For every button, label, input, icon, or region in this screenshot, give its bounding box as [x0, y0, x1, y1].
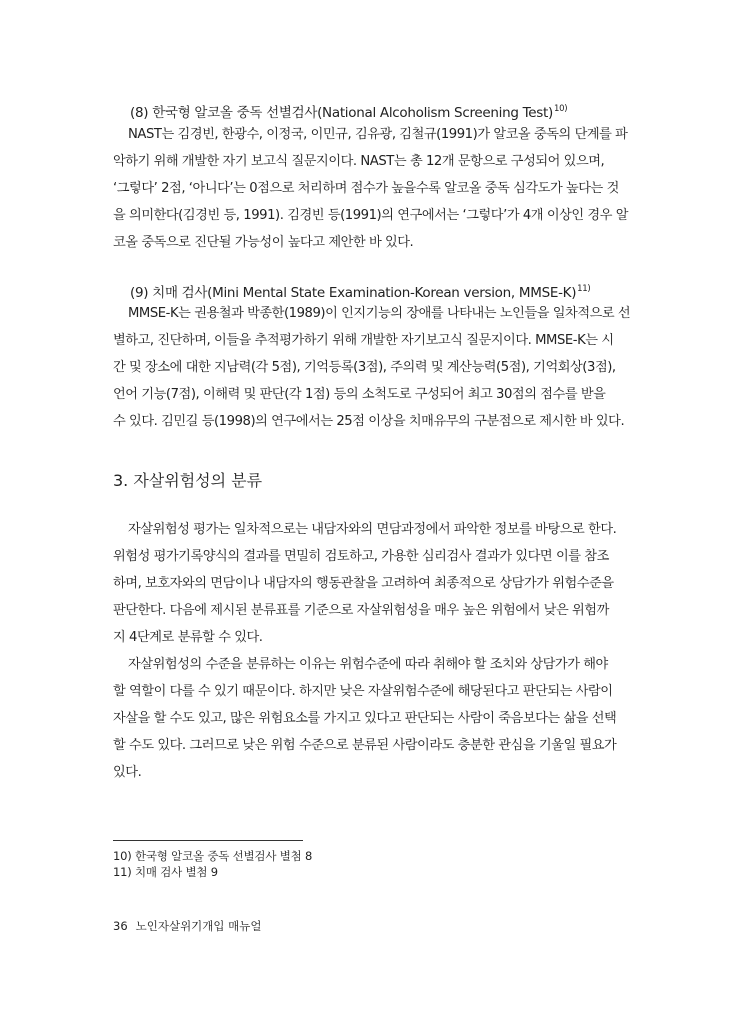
chapter-3-heading: 3. 자살위험성의 분류 — [113, 471, 263, 490]
chapter-3-para1-line: 지 4단계로 분류할 수 있다. — [113, 630, 263, 645]
page-number: 36 — [113, 919, 128, 933]
section-8-line: 악하기 위해 개발한 자기 보고식 질문지이다. NAST는 총 12개 문항으로 구성되어 있으며, — [113, 154, 605, 169]
page-footer — [113, 918, 262, 934]
chapter-3-para1-line: 판단한다. 다음에 제시된 분류표를 기준으로 자살위험성을 매우 높은 위험에서 낮은 위험까 — [113, 603, 609, 618]
chapter-3-para1-line: 하며, 보호자와의 면담이나 내담자의 행동관찰을 고려하여 최종적으로 상담가가 위험수준을 — [113, 576, 614, 591]
footnote-10: 10) 한국형 알코올 중독 선별검사 별첨 8 — [113, 849, 313, 863]
chapter-3-para2-line: 자살을 할 수도 있고, 많은 위험요소를 가지고 있다고 판단되는 사람이 죽음보다는 삶을 선택 — [113, 711, 617, 726]
chapter-3-para1-line: 자살위험성 평가는 일차적으로는 내담자와의 면담과정에서 파악한 정보를 바탕으로 한다. — [128, 522, 617, 537]
chapter-3-para1-line: 위험성 평가기록양식의 결과를 면밀히 검토하고, 가용한 심리검사 결과가 있다면 이를 참조 — [113, 549, 609, 564]
section-8-heading — [130, 99, 650, 123]
chapter-3-para2-line: 할 역할이 다를 수 있기 때문이다. 하지만 낮은 자살위험수준에 해당된다고 판단되는 사람이 — [113, 684, 613, 699]
section-8-heading-text: (8) 한국형 알코올 중독 선별검사(National Alcoholism Screening Test) — [130, 105, 553, 121]
section-9-line: 별하고, 진단하며, 이들을 추적평가하기 위해 개발한 자기보고식 질문지이다. MMSE-K는 시 — [113, 333, 614, 348]
section-9-line: MMSE-K는 권용철과 박종한(1989)이 인지기능의 장애를 나타내는 노인들을 일차적으로 선 — [128, 306, 631, 321]
chapter-3-para2-line: 할 수도 있다. 그러므로 낮은 위험 수준으로 분류된 사람이라도 충분한 관심을 기울일 필요가 — [113, 738, 617, 753]
section-9-line: 수 있다. 김민길 등(1998)의 연구에서는 25점 이상을 치매유무의 구분점으로 제시한 바 있다. — [113, 414, 625, 429]
footer-title: 노인자살위기개입 매뉴얼 — [135, 919, 262, 933]
footnote-divider — [113, 840, 303, 841]
chapter-3-para2-line: 자살위험성의 수준을 분류하는 이유는 위험수준에 따라 취해야 할 조치와 상담가가 해야 — [128, 657, 608, 672]
section-9-line: 간 및 장소에 대한 지남력(각 5점), 기억등록(3점), 주의력 및 계산능력(5점), 기억회상(3점), — [113, 360, 616, 375]
section-9-line: 언어 기능(7점), 이해력 및 판단(각 1점) 등의 소척도로 구성되어 최고 30점의 점수를 받을 — [113, 387, 606, 402]
footnote-ref-11: 11) — [577, 284, 591, 294]
footnote-ref-10: 10) — [554, 104, 568, 114]
chapter-3-para2-line: 있다. — [113, 765, 142, 780]
section-8-line: 을 의미한다(김경빈 등, 1991). 김경빈 등(1991)의 연구에서는 ‘그렇다’가 4개 이상인 경우 알 — [113, 208, 629, 223]
section-8-line: ‘그렇다’ 2점, ‘아니다’는 0점으로 처리하며 점수가 높을수록 알코올 중독 심각도가 높다는 것 — [113, 181, 619, 196]
section-9-heading — [130, 279, 650, 303]
section-9-heading-text: (9) 치매 검사(Mini Mental State Examination-Korean version, MMSE-K) — [130, 285, 577, 301]
section-8-line: 코올 중독으로 진단될 가능성이 높다고 제안한 바 있다. — [113, 235, 414, 250]
footnote-11: 11) 치매 검사 별첨 9 — [113, 865, 218, 879]
section-8-line: NAST는 김경빈, 한광수, 이정국, 이민규, 김유광, 김철규(1991)가 알코올 중독의 단계를 파 — [128, 127, 628, 142]
